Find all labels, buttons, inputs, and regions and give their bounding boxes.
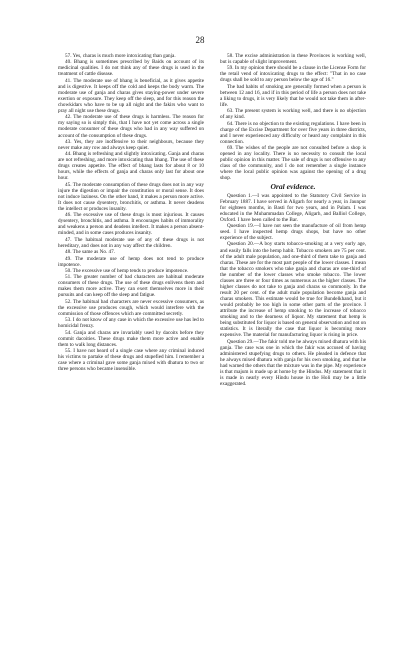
paragraph: The bad habits of smoking are generally formed when a person is between 12 and 16, and if in this period of life a person does not take a liking to drugs, it is very likely that he would not take them in after-life. — [220, 83, 366, 108]
paragraph: 69. The wishes of the people are not consulted before a shop is opened in any locality. There is no necessity to consult the local public opinion in this matter. The sale of drugs is not offensive to any class of the community, and I do not remember a single instance where the local public opinion was against the opening of a drug shop. — [220, 145, 366, 182]
paragraph: 49. The moderate use of hemp does not tend to produce impotence. — [58, 255, 204, 268]
paragraph: 51. The greater number of bad characters are habitual moderate consumers of these drugs. The use of these drugs enlivens them and makes them more active. They can exert themselves more in their pursuits and can keep off the sleep and fatigue. — [58, 274, 204, 299]
paragraph: Question 1.—I was appointed to the Statutory Civil Service in February 1887. I have served in Aligarh for nearly a year, in Jaunpur for eighteen months, in Basti for two years, and in Palam. I was educated in the Muhammadan College, Aligarh, and Balliol College, Oxford. I have been called to the Bar. — [220, 192, 366, 223]
paragraph: 55. I have not heard of a single case where any criminal induced his victims to partake of these drugs and stupefied him. I remember a case where a criminal gave some ganja mixed with dhatura to two or three persons who became insensible. — [58, 348, 204, 373]
paragraph: 54. Ganja and charas are invariably used by dacoits before they commit dacoities. These drugs make them more active and enable them to walk long distances. — [58, 329, 204, 348]
paragraph: 50. The excessive use of hemp tends to produce impotence. — [65, 267, 189, 274]
paragraph: 59. In my opinion there should be a clause in the License Form for the retail vend of intoxicating drugs to the effect: "That in no case drugs shall be sold to any person below the age of 16." — [220, 65, 366, 84]
right-column — [220, 53, 366, 387]
left-column — [58, 53, 204, 372]
paragraph: 40. Bhang is sometimes prescribed by Baids on account of its medicinal qualities. I do not think any of these drugs is used in the treatment of cattle disease. — [58, 59, 204, 78]
paragraph: 42. The moderate use of these drugs is harmless. The reason for my saying so is simply this, that I have not yet come across a single moderate consumer of these drugs who had in any way suffered on account of the consumption of these drugs. — [58, 114, 204, 139]
paragraph: 58. The excise administration in these Provinces is working well, but is capable of slight improvement. — [220, 53, 366, 66]
paragraph: 43. Yes, they are inoffensive to their neighbours, because they never make any row and always keep quiet. — [58, 138, 204, 151]
paragraph: 45. The moderate consumption of these drugs does not in any way injure the digestion or impair the constitution or moral sense. It does not induce laziness. On the other hand, it makes a person more active. It does not cause dysentery, bronchitis, or asthma. It never deadens the intellect or produces insanity. — [58, 181, 204, 212]
paragraph: 46. The excessive use of these drugs is most injurious. It causes dysentery, bronchitis, and asthma. It encourages habits of immorality and weakens a person and deadens intellect. It makes a person absent-minded, and in some cases produces insanity. — [58, 212, 204, 237]
paragraph: 64. There is no objection to the existing regulations. I have been in charge of the Excise Department for over five years in three districts, and I never experienced any difficulty or heard any complaint in this connection. — [220, 120, 366, 145]
paragraph: 52. The habitual bad characters are never excessive consumers, as the excessive use produces cough, which would interfere with the commission of those offences which are committed secretly. — [58, 298, 204, 317]
paragraph: 53. I do not know of any case in which the excessive use has led to homicidal frenzy. — [58, 317, 204, 330]
paragraph: 47. The habitual moderate use of any of these drugs is not hereditary, and does not in any way affect the children. — [58, 236, 204, 249]
paragraph: 57. Yes, charas is much more intoxicating than ganja. — [65, 53, 176, 59]
section-heading: Oral evidence. — [270, 182, 316, 192]
paragraph: Question 29.—The fakir told me he always mixed dhatura with his ganja. The case was one in which the fakir was accused of having administered stupefying drugs to others. He pleaded in defence that he always mixed dhatura with ganja for his own smoking, and that he had warned the others that the mixture was in the pipe. My experience is that majum is made up at home by the Hindus. My statement that it is made in nearly every Hindu house in the Holi may be a little exaggerated. — [220, 338, 366, 387]
paragraph: 63. The present system is working well, and there is no objection of any kind. — [220, 108, 366, 121]
page-number: 28 — [195, 35, 205, 45]
paragraph: 44. Bhang is refreshing and slightly intoxicating. Ganja and charas are not refreshing, and more intoxicating than bhang. The use of these drugs creates appetite. The effect of bhang lasts for about 8 or 10 hours, while the effects of ganja and charas only last for about one hour. — [58, 151, 204, 182]
paragraph: Question 20.—A boy starts tobacco-smoking at a very early age, and easily falls into the hemp habit. Tobacco smokers are 75 per cent. of the adult male population, and one-third of them take to ganja and charas. These are for the most part people of the lower classes. I mean that the tobacco smokers who take ganja and charas are one-third of the number of the lower classes who smoke tobacco. The lower classes are three or four times as numerous as the higher classes. The higher classes do not take to ganja and charas so commonly. In the result 20 per cent. of the adult male population become ganja and charas smokers. This estimate would be true for Bundelkhand, but it would probably be too high in some other parts of the province. I attribute the increase of hemp smoking to the increase of tobacco smoking and to the dearness of liquor. My statement that hemp is being substituted for liquor is based on general observation and not on statistics. It is literally the case that liquor is becoming more expensive. The material for manufacturing liquor is rising in price. — [220, 241, 366, 339]
paragraph: 48. The same as No. 47. — [65, 249, 116, 256]
paragraph: Question 19.—I have not seen the manufacture of oil from hemp seed. I have inspected hemp drugs shops, but have no other experience of the subject. — [220, 223, 366, 242]
paragraph: 41. The moderate use of bhang is beneficial, as it gives appetite and is digestive. It keeps off the cold and keeps the body warm. The moderate use of ganja and charas gives staying-power under severe exertion or exposure. They keep off the sleep, and for this reason the chowkidars who have to be up all night and the fakirs who want to pray all night use these drugs. — [58, 77, 204, 115]
